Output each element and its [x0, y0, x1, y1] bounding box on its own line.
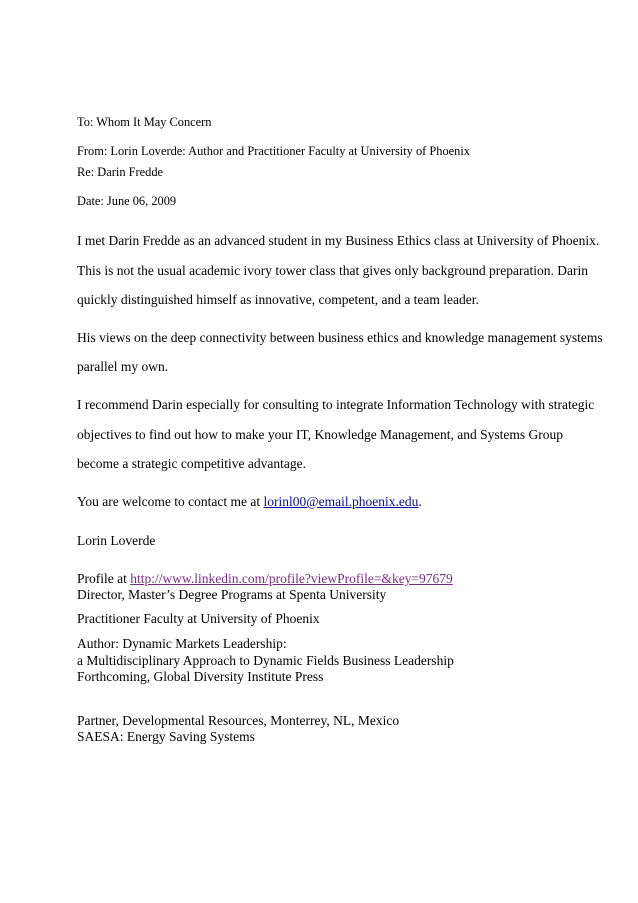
paragraph-3-line-3: become a strategic competitive advantage. [77, 456, 307, 471]
paragraph-1-line-2: This is not the usual academic ivory tower class that gives only background preparation. Darin [77, 263, 588, 278]
paragraph-2-line-2: parallel my own. [77, 359, 169, 374]
re-line: Re: Darin Fredde [77, 165, 164, 179]
contact-prefix: You are welcome to contact me at [77, 494, 264, 509]
author-line-2: a Multidisciplinary Approach to Dynamic Fields Business Leadership [77, 653, 454, 668]
profile-line [77, 571, 453, 587]
paragraph-1-line-1: I met Darin Fredde as an advanced student in my Business Ethics class at University of Phoenix. [77, 233, 600, 248]
paragraph-1-line-3: quickly distinguished himself as innovative, competent, and a team leader. [77, 292, 479, 307]
linkedin-profile-link[interactable]: http://www.linkedin.com/profile?viewProfile=&key=97679 [130, 571, 453, 586]
signature-name: Lorin Loverde [77, 533, 156, 548]
date-line: Date: June 06, 2009 [77, 194, 177, 208]
author-line-3: Forthcoming, Global Diversity Institute Press [77, 669, 324, 684]
director-line: Director, Master’s Degree Programs at Spenta University [77, 587, 387, 602]
faculty-line: Practitioner Faculty at University of Phoenix [77, 611, 320, 626]
contact-suffix: . [418, 494, 422, 509]
partner-line-1: Partner, Developmental Resources, Monterrey, NL, Mexico [77, 713, 400, 728]
profile-prefix: Profile at [77, 571, 131, 586]
paragraph-3-line-2: objectives to find out how to make your IT, Knowledge Management, and Systems Group [77, 427, 564, 442]
paragraph-3-line-1: I recommend Darin especially for consulting to integrate Information Technology with strategic [77, 397, 595, 412]
from-line: From: Lorin Loverde: Author and Practitioner Faculty at University of Phoenix [77, 144, 470, 158]
contact-line [77, 494, 422, 510]
to-line: To: Whom It May Concern [77, 115, 212, 129]
author-line-1: Author: Dynamic Markets Leadership: [77, 636, 287, 651]
contact-email-link[interactable]: lorinl00@email.phoenix.edu [263, 494, 419, 509]
paragraph-2-line-1: His views on the deep connectivity between business ethics and knowledge management systems [77, 330, 603, 345]
partner-line-2: SAESA: Energy Saving Systems [77, 729, 255, 744]
